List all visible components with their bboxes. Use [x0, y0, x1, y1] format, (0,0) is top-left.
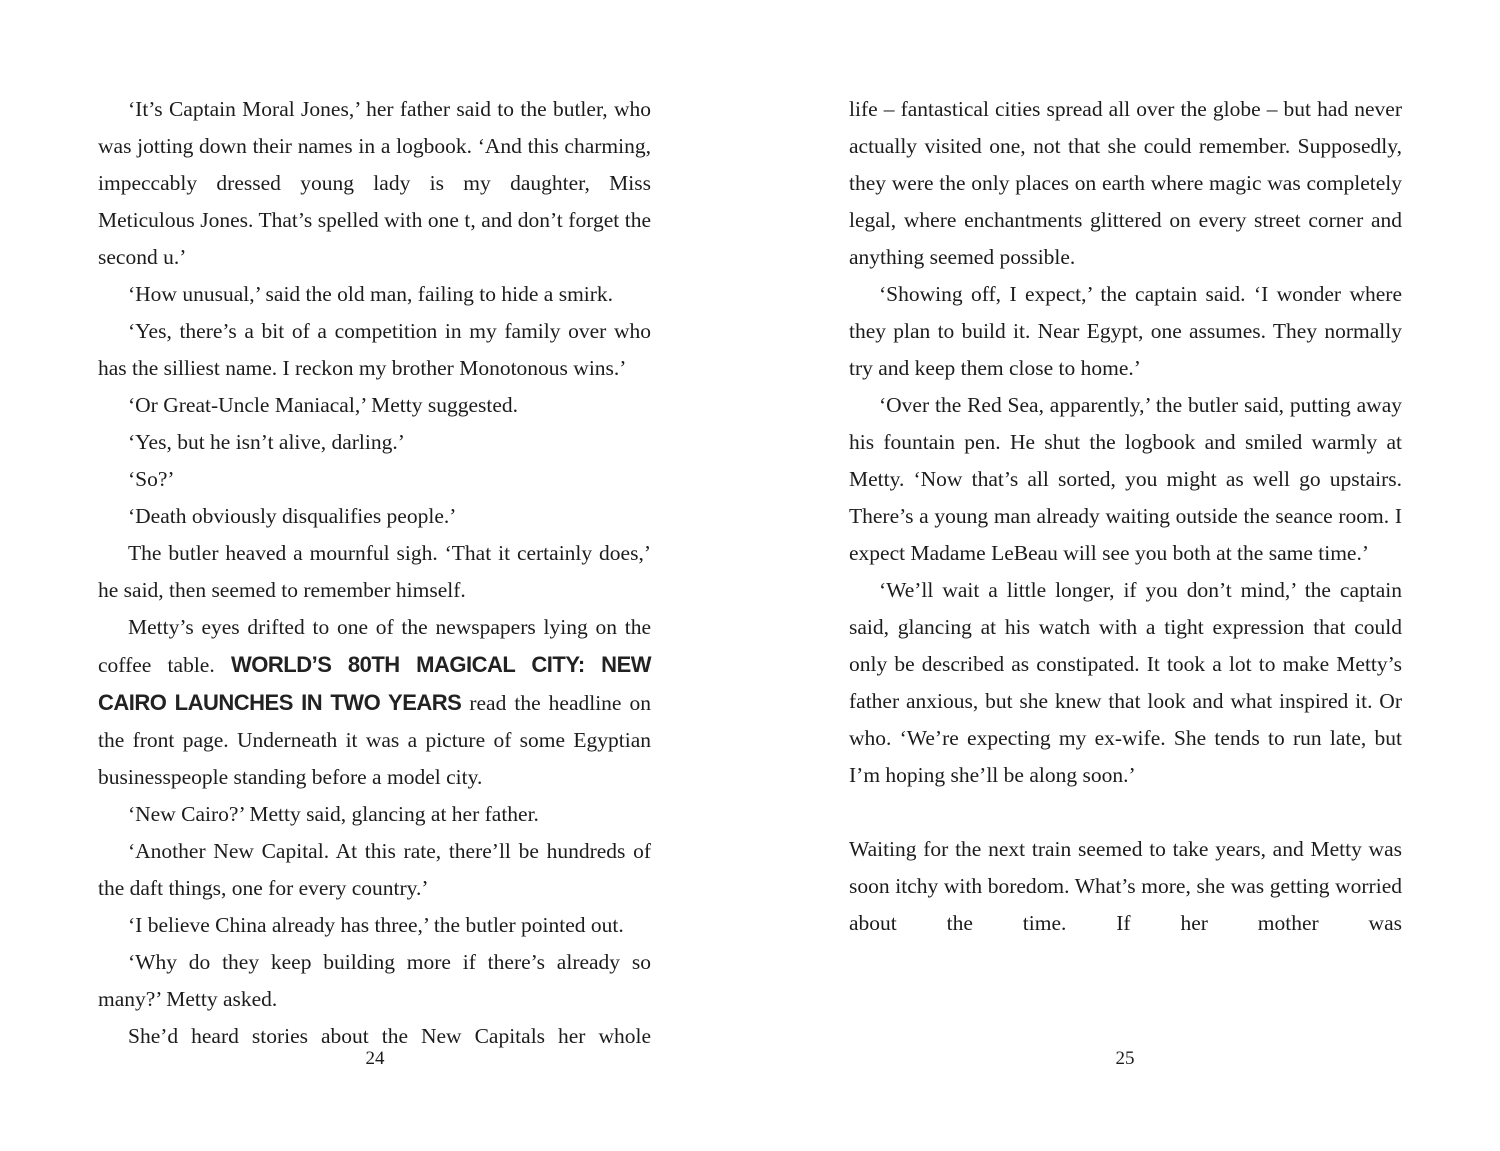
- paragraph: ‘Another New Capital. At this rate, there’ll be hundreds of the daft things, one for every country.’: [98, 839, 651, 900]
- paragraph: ‘Over the Red Sea, apparently,’ the butler said, putting away his fountain pen. He shut the logbook and smiled warmly at Metty. ‘Now that’s all sorted, you might as well go upstairs. There’s a young man already waiting outside the seance room. I expect Madame LeBeau will see you both at the same time.’: [849, 393, 1402, 565]
- paragraph: ‘Yes, there’s a bit of a competition in my family over who has the silliest name. I reckon my brother Monotonous wins.’: [98, 319, 651, 380]
- paragraph: ‘How unusual,’ said the old man, failing to hide a smirk.: [128, 282, 614, 306]
- paragraph: ‘I believe China already has three,’ the butler pointed out.: [128, 913, 624, 937]
- paragraph: ‘We’ll wait a little longer, if you don’t mind,’ the captain said, glancing at his watch with a tight expression that could only be described as constipated. It took a lot to make Metty’s father anxious, but she knew that look and what inspired it. Or who. ‘We’re expecting my ex-wife. She tends to run late, but I’m hoping she’ll be along soon.’: [849, 578, 1402, 787]
- page-number: 25: [1115, 1048, 1135, 1069]
- headline-trailing-text: read the headline on the front page. Underneath it was a picture of some Egyptian businesspeople standing before a model city.: [98, 691, 651, 789]
- paragraph: ‘So?’: [128, 467, 175, 491]
- text-column-left: [98, 91, 651, 1055]
- paragraph: ‘It’s Captain Moral Jones,’ her father said to the butler, who was jotting down their names in a logbook. ‘And this charming, impeccably dressed young lady is my daughter, Miss Meticulous Jones. That’s spelled with one t, and don’t forget the second u.’: [98, 97, 651, 269]
- paragraph: ‘Death obviously disqualifies people.’: [128, 504, 457, 528]
- paragraph: life – fantastical cities spread all over the globe – but had never actually visited one, not that she could remember. Supposedly, they were the only places on earth where magic was completely legal, where enchantments glittered on every street corner and anything seemed possible.: [849, 97, 1402, 269]
- paragraph-section-break: Waiting for the next train seemed to take years, and Metty was soon itchy with boredom. What’s more, she was getting worried about the time. If her mother was: [849, 837, 1402, 935]
- paragraph: The butler heaved a mournful sigh. ‘That it certainly does,’ he said, then seemed to remember himself.: [98, 541, 651, 602]
- headline-lead-text: Metty’s eyes drifted to one of the newspapers lying on the coffee table.: [98, 615, 651, 677]
- page-right: [750, 0, 1500, 1151]
- paragraph: ‘New Cairo?’ Metty said, glancing at her father.: [128, 802, 539, 826]
- paragraph: She’d heard stories about the New Capitals her whole: [128, 1024, 651, 1048]
- paragraph: ‘Or Great-Uncle Maniacal,’ Metty suggested.: [128, 393, 519, 417]
- paragraph: ‘Yes, but he isn’t alive, darling.’: [128, 430, 405, 454]
- headline-paragraph: [98, 609, 651, 796]
- text-column-right: [849, 91, 1402, 942]
- paragraph: ‘Why do they keep building more if there’s already so many?’ Metty asked.: [98, 950, 651, 1011]
- newspaper-headline: WORLD’S 80TH MAGICAL CITY: NEW CAIRO LAUNCHES IN TWO YEARS: [98, 652, 652, 715]
- page-number: 24: [365, 1048, 385, 1069]
- paragraph: ‘Showing off, I expect,’ the captain said. ‘I wonder where they plan to build it. Near Egypt, one assumes. They normally try and keep them close to home.’: [849, 282, 1402, 380]
